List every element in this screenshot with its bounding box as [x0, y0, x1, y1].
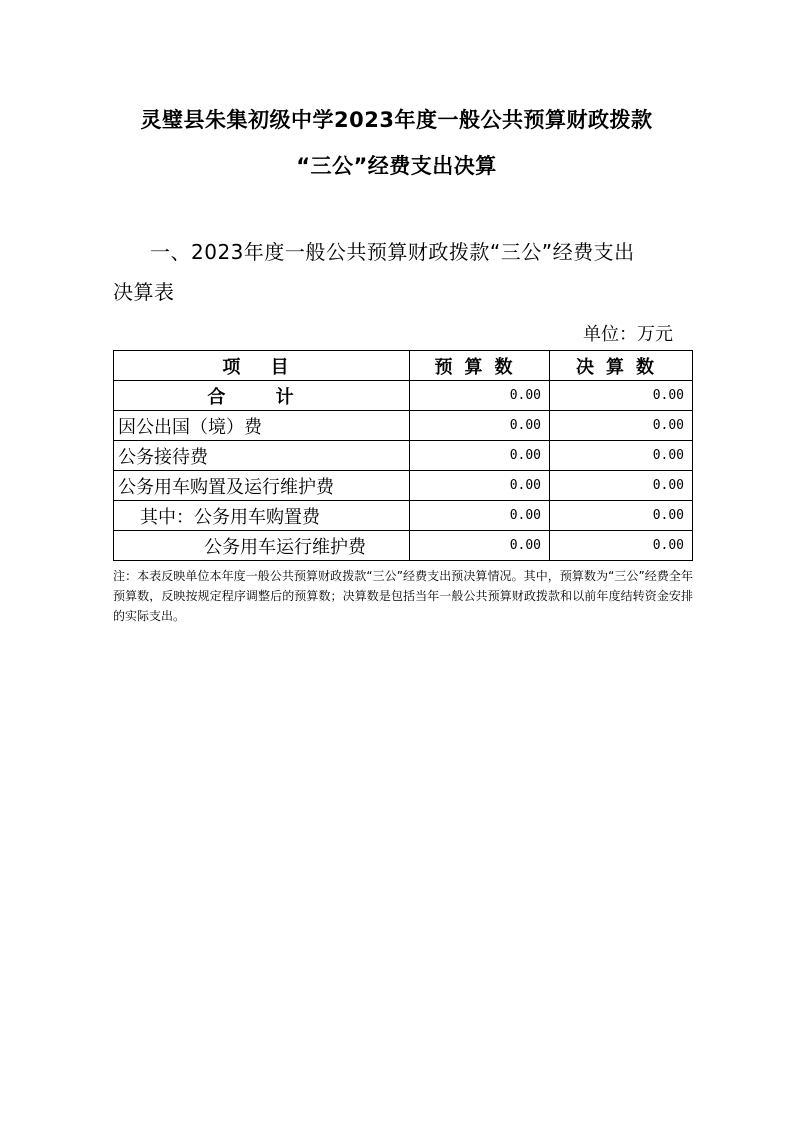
document-title-line-1: 灵璧县朱集初级中学2023年度一般公共预算财政拨款 — [140, 108, 653, 132]
table-row — [114, 531, 693, 561]
row-actual: 0.00 — [550, 441, 693, 471]
header-item: 项 目 — [114, 351, 410, 381]
row-budget: 0.00 — [410, 501, 550, 531]
row-budget: 0.00 — [410, 471, 550, 501]
three-public-expenses-table — [113, 350, 693, 561]
table-header-row — [114, 351, 693, 381]
header-actual: 决算数 — [550, 351, 693, 381]
row-label: 公务接待费 — [114, 441, 410, 471]
table-row — [114, 471, 693, 501]
table-row — [114, 411, 693, 441]
table-note: 注：本表反映单位本年度一般公共预算财政拨款“三公”经费支出预决算情况。其中，预算数为“三公”经费全年预算数，反映按规定程序调整后的预算数；决算数是包括当年一般公共预算财政拨款和以前年度结转资金安排的实际支出。 — [113, 569, 693, 623]
section-heading-line-2: 决算表 — [113, 280, 175, 304]
row-actual: 0.00 — [550, 411, 693, 441]
table-row — [114, 501, 693, 531]
row-budget: 0.00 — [410, 411, 550, 441]
row-label-total: 合 计 — [114, 381, 410, 411]
row-budget: 0.00 — [410, 441, 550, 471]
row-actual: 0.00 — [550, 471, 693, 501]
row-actual: 0.00 — [550, 501, 693, 531]
row-label: 因公出国（境）费 — [114, 411, 410, 441]
row-actual: 0.00 — [550, 531, 693, 561]
row-budget: 0.00 — [410, 531, 550, 561]
unit-label: 单位：万元 — [583, 324, 673, 345]
table-row-total — [114, 381, 693, 411]
row-budget-total: 0.00 — [410, 381, 550, 411]
row-label: 其中：公务用车购置费 — [114, 501, 410, 531]
header-budget: 预算数 — [410, 351, 550, 381]
row-label: 公务用车购置及运行维护费 — [114, 471, 410, 501]
row-actual-total: 0.00 — [550, 381, 693, 411]
table-row — [114, 441, 693, 471]
section-heading-line-1: 一、2023年度一般公共预算财政拨款“三公”经费支出 — [150, 240, 635, 264]
document-title-line-2: “三公”经费支出决算 — [296, 154, 497, 178]
row-label: 公务用车运行维护费 — [114, 531, 410, 561]
